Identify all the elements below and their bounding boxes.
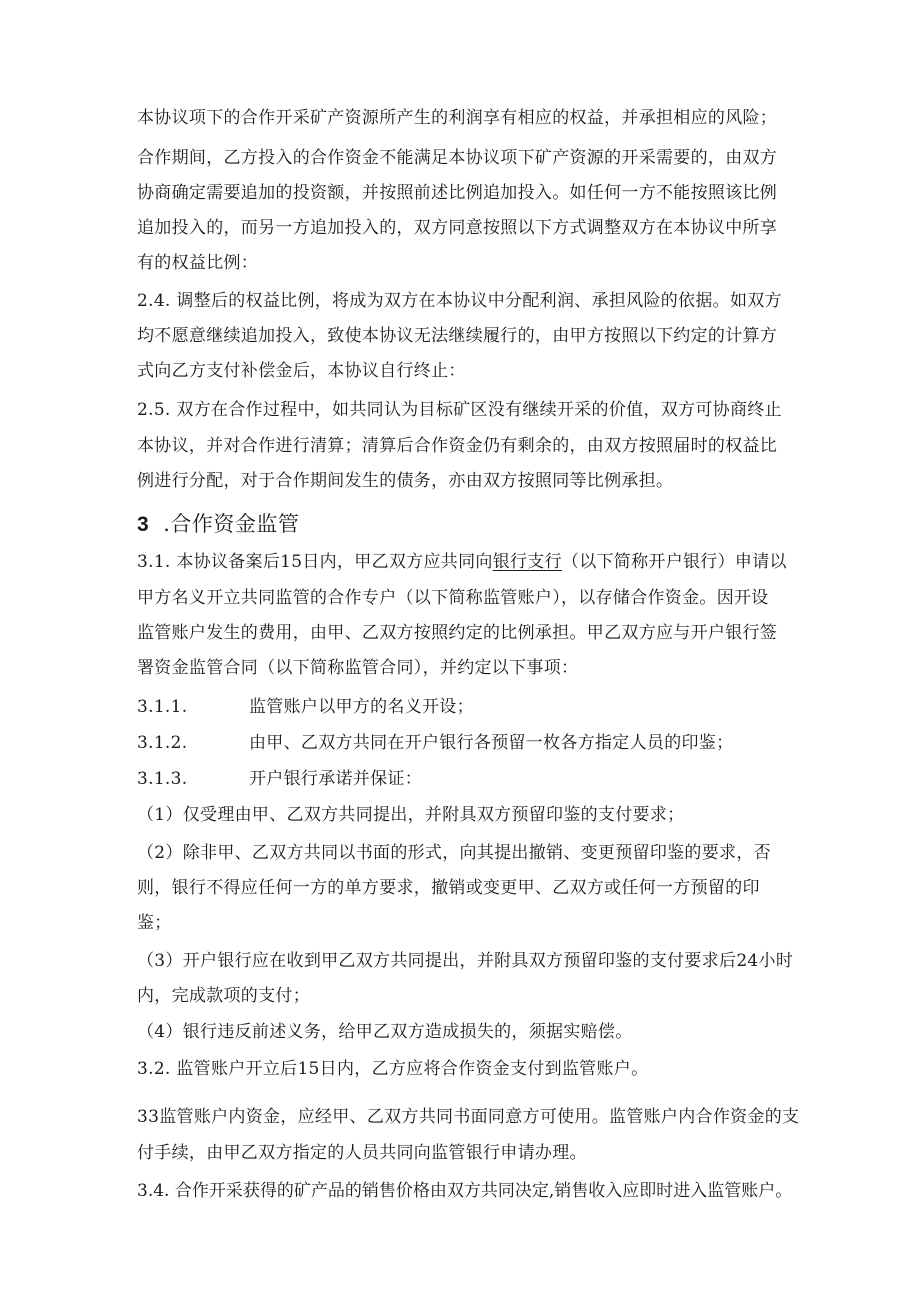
clause-3-2-line: 3.2. 监管账户开立后15日内，乙方应将合作资金支付到监管账户。 xyxy=(137,1059,649,1079)
paragraph-line: 均不愿意继续追加投入，致使本协议无法继续履行的，由甲方按照以下约定的计算方 xyxy=(137,326,778,346)
paragraph-line: 监管账户发生的费用，由甲、乙双方按照约定的比例承担。甲乙双方应与开户银行签 xyxy=(137,623,778,643)
list-item-2: （2）除非甲、乙双方共同以书面的形式，向其提出撤销、变更预留印鉴的要求，否 xyxy=(137,843,771,863)
clause-2-5-line: 2.5. 双方在合作过程中，如共同认为目标矿区没有继续开采的价值，双方可协商终止 xyxy=(137,400,782,420)
paragraph-line: 本协议项下的合作开采矿产资源所产生的利润享有相应的权益，并承担相应的风险； xyxy=(137,108,778,128)
paragraph-line: 甲方名义开立共同监管的合作专户（以下简称监管账户），以存储合作资金。因开设 xyxy=(137,588,769,608)
paragraph-line: 追加投入的，而另一方追加投入的，双方同意按照以下方式调整双方在本协议中所享 xyxy=(137,218,778,238)
clause-3-4-line: 3.4. 合作开采获得的矿产品的销售价格由双方共同决定,销售收入应即时进入监管账户。 xyxy=(137,1181,793,1201)
list-item-1: （1）仅受理由甲、乙双方共同提出，并附具双方预留印鉴的支付要求； xyxy=(137,805,685,825)
clause-3-1-line xyxy=(137,550,787,574)
clause-3-1-text-cont: （以下简称开户银行）申请以 xyxy=(561,552,787,572)
paragraph-line: 付手续，由甲乙双方指定的人员共同向监管银行申请办理。 xyxy=(137,1143,587,1163)
paragraph-line: 式向乙方支付补偿金后，本协议自行终止： xyxy=(137,361,466,381)
sub-item-text: 开户银行承诺并保证： xyxy=(249,769,422,789)
sub-item-number: 3.1.1. xyxy=(137,697,188,717)
paragraph-line: 则，银行不得应任何一方的单方要求，撤销或变更甲、乙双方或任何一方预留的印 xyxy=(137,878,760,898)
sub-item-3-1-1 xyxy=(137,695,474,719)
sub-item-number: 3.1.3. xyxy=(137,769,188,789)
list-item-4: （4）银行违反前述义务，给甲乙双方造成损失的，须据实赔偿。 xyxy=(137,1022,633,1042)
sub-item-3-1-2 xyxy=(137,731,733,755)
sub-item-text: 监管账户以甲方的名义开设； xyxy=(249,697,474,717)
clause-2-4-line: 2.4. 调整后的权益比例，将成为双方在本协议中分配利润、承担风险的依据。如双方 xyxy=(137,291,782,311)
clause-3-3-line: 33监管账户内资金，应经甲、乙双方共同书面同意方可使用。监管账户内合作资金的支 xyxy=(137,1107,800,1127)
paragraph-line: 署资金监管合同（以下简称监管合同），并约定以下事项： xyxy=(137,658,579,678)
sub-item-number: 3.1.2. xyxy=(137,733,188,753)
section-3-heading xyxy=(137,510,299,539)
paragraph-line: 有的权益比例： xyxy=(137,253,259,273)
paragraph-line: 合作期间，乙方投入的合作资金不能满足本协议项下矿产资源的开采需要的，由双方 xyxy=(137,148,778,168)
section-number: 3 xyxy=(137,513,150,536)
bank-branch-blank: 银行支行 xyxy=(492,552,562,572)
clause-3-1-text: 3.1. 本协议备案后15日内，甲乙双方应共同向 xyxy=(137,552,493,572)
section-title: .合作资金监管 xyxy=(163,512,300,536)
sub-item-text: 由甲、乙双方共同在开户银行各预留一枚各方指定人员的印鉴； xyxy=(249,733,734,753)
list-item-3: （3）开户银行应在收到甲乙双方共同提出，并附具双方预留印鉴的支付要求后24小时 xyxy=(137,951,794,971)
sub-item-3-1-3 xyxy=(137,767,422,791)
paragraph-line: 本协议，并对合作进行清算；清算后合作资金仍有剩余的，由双方按照届时的权益比 xyxy=(137,436,778,456)
paragraph-line: 鉴； xyxy=(137,913,172,933)
paragraph-line: 例进行分配，对于合作期间发生的债务，亦由双方按照同等比例承担。 xyxy=(137,471,674,491)
paragraph-line: 协商确定需要追加的投资额，并按照前述比例追加投入。如任何一方不能按照该比例 xyxy=(137,183,778,203)
paragraph-line: 内，完成款项的支付； xyxy=(137,986,310,1006)
